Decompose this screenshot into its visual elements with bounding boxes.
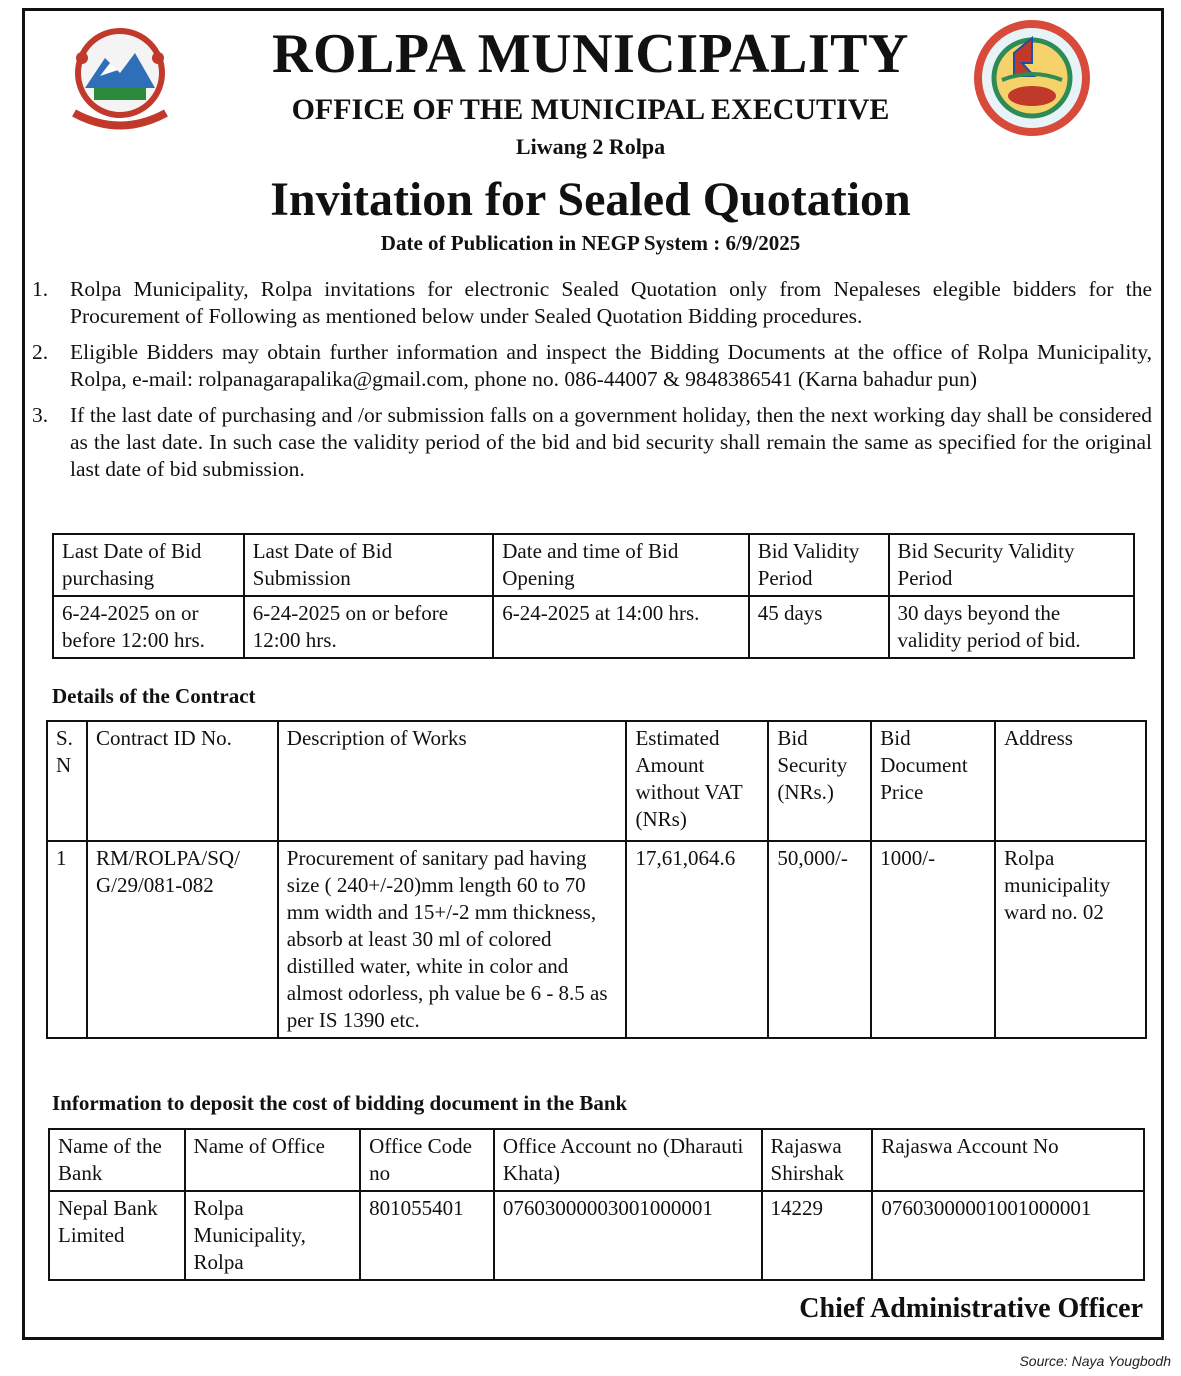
table-cell: 45 days	[749, 596, 889, 658]
notice-title: Invitation for Sealed Quotation	[270, 173, 911, 226]
table-header-cell: Name of the Bank	[49, 1129, 185, 1191]
table-cell: 801055401	[360, 1191, 494, 1280]
table-header-cell: Bid Security Validity Period	[889, 534, 1134, 596]
table-cell: 17,61,064.6	[626, 841, 768, 1038]
table-cell: 07603000001001000001	[872, 1191, 1144, 1280]
table-cell: 50,000/-	[768, 841, 871, 1038]
table-cell: 1	[47, 841, 87, 1038]
table-header-cell: Bid Security (NRs.)	[768, 721, 871, 841]
table-header-cell: Date and time of Bid Opening	[493, 534, 748, 596]
source-credit: Source: Naya Yougbodh	[1019, 1353, 1171, 1369]
table-row	[47, 841, 1146, 1038]
table-header-cell: Estimated Amount without VAT (NRs)	[626, 721, 768, 841]
table-header-cell: Rajaswa Account No	[872, 1129, 1144, 1191]
bank-heading: Information to deposit the cost of bidding document in the Bank	[52, 1091, 628, 1115]
office-name: OFFICE OF THE MUNICIPAL EXECUTIVE	[291, 93, 890, 126]
bank-table	[48, 1128, 1145, 1281]
table-header-cell: Office Code no	[360, 1129, 494, 1191]
table-cell: 6-24-2025 on or before 12:00 hrs.	[244, 596, 494, 658]
table-cell: 14229	[762, 1191, 873, 1280]
table-cell: Nepal Bank Limited	[49, 1191, 185, 1280]
contract-table	[46, 720, 1147, 1039]
table-header-cell: S. N	[47, 721, 87, 841]
table-header-cell: Last Date of Bid Submission	[244, 534, 494, 596]
table-header-cell: Last Date of Bid purchasing	[53, 534, 244, 596]
list-item: 2. Eligible Bidders may obtain further information and inspect the Bidding Documents at the office of Rolpa Municipality, Rolpa, e-mail: rolpanagarapalika@gmail.com, phone no. 086-44007 & 9848386541 (Karna bahadur pun)	[32, 340, 1152, 391]
table-header-cell: Address	[995, 721, 1146, 841]
table-header-cell: Description of Works	[278, 721, 627, 841]
table-cell: 1000/-	[871, 841, 995, 1038]
table-header-cell: Name of Office	[185, 1129, 361, 1191]
publication-date: Date of Publication in NEGP System : 6/9/2025	[380, 231, 801, 255]
signatory: Chief Administrative Officer	[799, 1293, 1143, 1324]
notice-points	[32, 276, 1152, 492]
table-header-row	[49, 1129, 1144, 1191]
table-cell: 07603000003001000001	[494, 1191, 762, 1280]
contract-heading: Details of the Contract	[52, 684, 256, 708]
table-header-row	[53, 534, 1134, 596]
table-cell: Rolpa Municipality, Rolpa	[185, 1191, 361, 1280]
table-row	[53, 596, 1134, 658]
table-header-cell: Rajaswa Shirshak	[762, 1129, 873, 1191]
table-cell: RM/ROLPA/SQ/ G/29/081-082	[87, 841, 278, 1038]
table-cell: Rolpa municipality ward no. 02	[995, 841, 1146, 1038]
office-location: Liwang 2 Rolpa	[515, 134, 666, 159]
table-header-cell: Bid Document Price	[871, 721, 995, 841]
municipality-title: ROLPA MUNICIPALITY	[272, 23, 909, 85]
table-cell: Procurement of sanitary pad having size ( 240+/-20)mm length 60 to 70 mm width and 15+/-2 mm thickness, absorb at least 30 ml of colored distilled water, white in color and almost odorless, ph value be 6 - 8.5 as per IS 1390 etc.	[278, 841, 627, 1038]
table-header-cell: Bid Validity Period	[749, 534, 889, 596]
table-cell: 30 days beyond the validity period of bid.	[889, 596, 1134, 658]
table-header-row	[47, 721, 1146, 841]
list-item: 3. If the last date of purchasing and /or submission falls on a government holiday, then the next working day shall be considered as the last date. In such case the validity period of the bid and bid security shall remain the same as specified for the original last date of bid submission.	[32, 403, 1152, 481]
table-cell: 6-24-2025 at 14:00 hrs.	[493, 596, 748, 658]
table-header-cell: Contract ID No.	[87, 721, 278, 841]
table-cell: 6-24-2025 on or before 12:00 hrs.	[53, 596, 244, 658]
table-header-cell: Office Account no (Dharauti Khata)	[494, 1129, 762, 1191]
schedule-table	[52, 533, 1135, 659]
table-row	[49, 1191, 1144, 1280]
list-item: 1. Rolpa Municipality, Rolpa invitations for electronic Sealed Quotation only from Nepaleses elegible bidders for the Procurement of Following as mentioned below under Sealed Quotation Bidding procedures.	[32, 277, 1152, 328]
